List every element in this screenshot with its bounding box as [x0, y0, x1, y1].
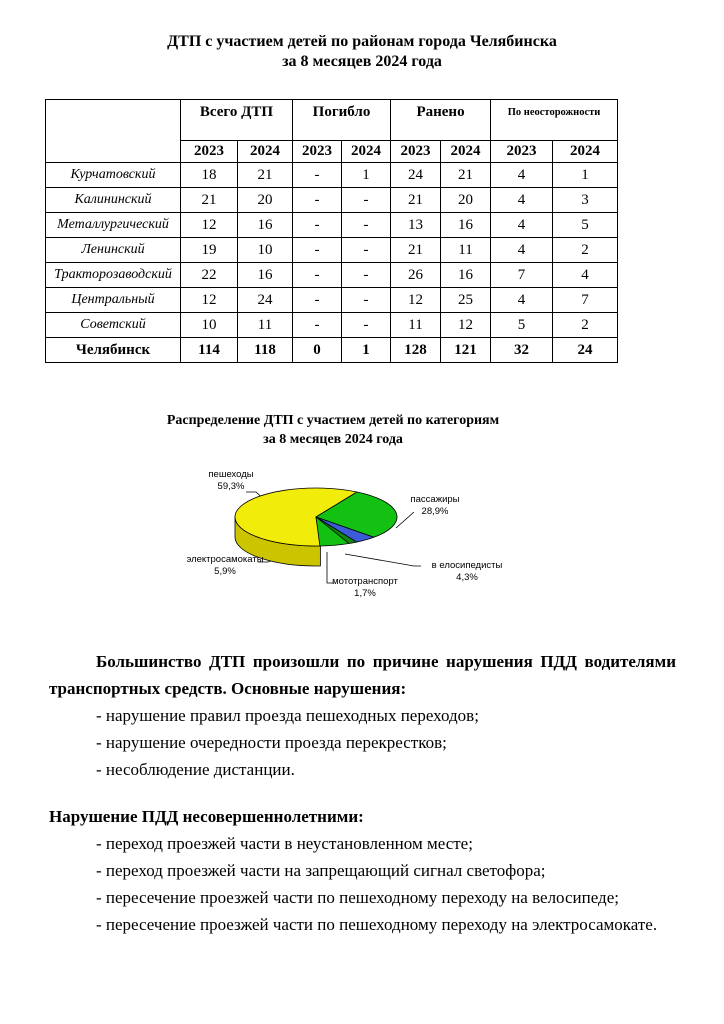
- value-cell: 21: [441, 163, 491, 188]
- value-cell: 12: [181, 288, 238, 313]
- value-cell: 12: [181, 213, 238, 238]
- table-header: [46, 100, 618, 163]
- pie-label-scooters: [155, 554, 295, 577]
- value-cell: 2: [553, 238, 618, 263]
- pie-chart: [0, 450, 724, 625]
- table-row: [46, 188, 618, 213]
- value-cell: 11: [391, 313, 441, 338]
- column-group-header: Погибло: [293, 100, 391, 141]
- value-cell: 20: [441, 188, 491, 213]
- pie-label-cyclists: [407, 560, 527, 583]
- chart-title: [0, 411, 666, 449]
- value-cell: 10: [238, 238, 293, 263]
- value-cell: 12: [391, 288, 441, 313]
- value-cell: -: [293, 288, 342, 313]
- value-cell: 26: [391, 263, 441, 288]
- intro-item: - нарушение очередности проезда перекрестков;: [96, 733, 447, 752]
- table-row: [46, 213, 618, 238]
- value-cell: 21: [391, 238, 441, 263]
- value-cell: 18: [181, 163, 238, 188]
- value-cell: 0: [293, 338, 342, 363]
- value-cell: 16: [441, 213, 491, 238]
- value-cell: 4: [491, 188, 553, 213]
- value-cell: 128: [391, 338, 441, 363]
- value-cell: 11: [238, 313, 293, 338]
- year-header: 2024: [238, 141, 293, 163]
- value-cell: -: [293, 163, 342, 188]
- value-cell: -: [293, 313, 342, 338]
- value-cell: 16: [238, 213, 293, 238]
- year-header: 2023: [181, 141, 238, 163]
- value-cell: 121: [441, 338, 491, 363]
- value-cell: 24: [238, 288, 293, 313]
- chart-title-line1: Распределение ДТП с участием детей по категориям: [166, 413, 500, 428]
- year-header: 2024: [441, 141, 491, 163]
- chart-title-line2: за 8 месяцев 2024 года: [263, 432, 403, 447]
- value-cell: 118: [238, 338, 293, 363]
- pie-label-pct: 59,3%: [217, 480, 245, 492]
- pie-label-text: мототранспорт: [332, 576, 398, 587]
- value-cell: 16: [238, 263, 293, 288]
- document-title: [0, 32, 724, 72]
- pie-label-text: пассажиры: [410, 494, 460, 505]
- value-cell: 12: [441, 313, 491, 338]
- table-row: [46, 338, 618, 363]
- pie-label-pct: 4,3%: [456, 571, 478, 583]
- value-cell: 1: [342, 338, 391, 363]
- value-cell: -: [342, 188, 391, 213]
- year-header: 2023: [391, 141, 441, 163]
- document-title-line2: за 8 месяцев 2024 года: [282, 53, 442, 70]
- value-cell: 16: [441, 263, 491, 288]
- intro-paragraph: Большинство ДТП произошли по причине нарушения ПДД водителями транспортных средств. Основные нарушения:: [49, 652, 676, 698]
- year-header: 2024: [342, 141, 391, 163]
- value-cell: 1: [553, 163, 618, 188]
- value-cell: -: [293, 188, 342, 213]
- value-cell: 22: [181, 263, 238, 288]
- intro-item: - нарушение правил проезда пешеходных переходов;: [96, 706, 479, 725]
- pie-label-pct: 28,9%: [421, 505, 449, 517]
- value-cell: 24: [553, 338, 618, 363]
- region-name-cell: Металлургический: [46, 213, 181, 238]
- column-group-header: По неосторожности: [491, 100, 618, 141]
- year-header: 2023: [293, 141, 342, 163]
- table-row: [46, 238, 618, 263]
- pie-label-pct: 1,7%: [354, 587, 376, 599]
- value-cell: 24: [391, 163, 441, 188]
- value-cell: -: [342, 263, 391, 288]
- table-body: [46, 163, 618, 363]
- pie-label-pct: 5,9%: [214, 565, 236, 577]
- minors-item: - переход проезжей части в неустановленном месте;: [96, 834, 473, 853]
- table-row: [46, 288, 618, 313]
- value-cell: 19: [181, 238, 238, 263]
- value-cell: 4: [491, 163, 553, 188]
- accidents-by-district-table: [45, 99, 618, 363]
- region-name-cell: Тракторозаводский: [46, 263, 181, 288]
- value-cell: 21: [238, 163, 293, 188]
- table-corner-cell: [46, 100, 181, 163]
- value-cell: 5: [553, 213, 618, 238]
- pie-label-passengers: [375, 494, 495, 517]
- value-cell: 1: [342, 163, 391, 188]
- year-header: 2023: [491, 141, 553, 163]
- value-cell: 10: [181, 313, 238, 338]
- value-cell: -: [293, 263, 342, 288]
- document-title-line1: ДТП с участием детей по районам города Челябинска: [167, 33, 557, 50]
- value-cell: -: [293, 213, 342, 238]
- value-cell: 21: [181, 188, 238, 213]
- region-name-cell: Челябинск: [46, 338, 181, 363]
- minors-item: - пересечение проезжей части по пешеходному переходу на электросамокате.: [96, 915, 658, 934]
- region-name-cell: Советский: [46, 313, 181, 338]
- pie-label-text: электросамокаты: [186, 554, 264, 565]
- minors-item: - переход проезжей части на запрещающий сигнал светофора;: [96, 861, 546, 880]
- value-cell: 4: [553, 263, 618, 288]
- value-cell: 7: [491, 263, 553, 288]
- pie-label-moto: [305, 576, 425, 599]
- value-cell: -: [342, 213, 391, 238]
- value-cell: 21: [391, 188, 441, 213]
- value-cell: 3: [553, 188, 618, 213]
- minors-heading: Нарушение ПДД несовершеннолетними:: [49, 807, 364, 826]
- region-name-cell: Ленинский: [46, 238, 181, 263]
- pie-label-pedestrians: [171, 469, 291, 492]
- value-cell: 11: [441, 238, 491, 263]
- body-text: [49, 648, 676, 938]
- region-name-cell: Курчатовский: [46, 163, 181, 188]
- value-cell: 4: [491, 288, 553, 313]
- region-name-cell: Центральный: [46, 288, 181, 313]
- value-cell: 2: [553, 313, 618, 338]
- column-group-header: Всего ДТП: [181, 100, 293, 141]
- intro-item: - несоблюдение дистанции.: [96, 760, 295, 779]
- column-group-header: Ранено: [391, 100, 491, 141]
- value-cell: 114: [181, 338, 238, 363]
- value-cell: 20: [238, 188, 293, 213]
- pie-label-text: в елосипедисты: [431, 560, 503, 571]
- pie-label-text: пешеходы: [208, 469, 254, 480]
- table-row: [46, 313, 618, 338]
- value-cell: 13: [391, 213, 441, 238]
- value-cell: 4: [491, 213, 553, 238]
- year-header: 2024: [553, 141, 618, 163]
- region-name-cell: Калининский: [46, 188, 181, 213]
- value-cell: -: [342, 288, 391, 313]
- value-cell: -: [293, 238, 342, 263]
- table-row: [46, 163, 618, 188]
- table-row: [46, 263, 618, 288]
- value-cell: 5: [491, 313, 553, 338]
- value-cell: 32: [491, 338, 553, 363]
- value-cell: 4: [491, 238, 553, 263]
- value-cell: 25: [441, 288, 491, 313]
- value-cell: 7: [553, 288, 618, 313]
- minors-item: - пересечение проезжей части по пешеходному переходу на велосипеде;: [96, 888, 619, 907]
- value-cell: -: [342, 238, 391, 263]
- value-cell: -: [342, 313, 391, 338]
